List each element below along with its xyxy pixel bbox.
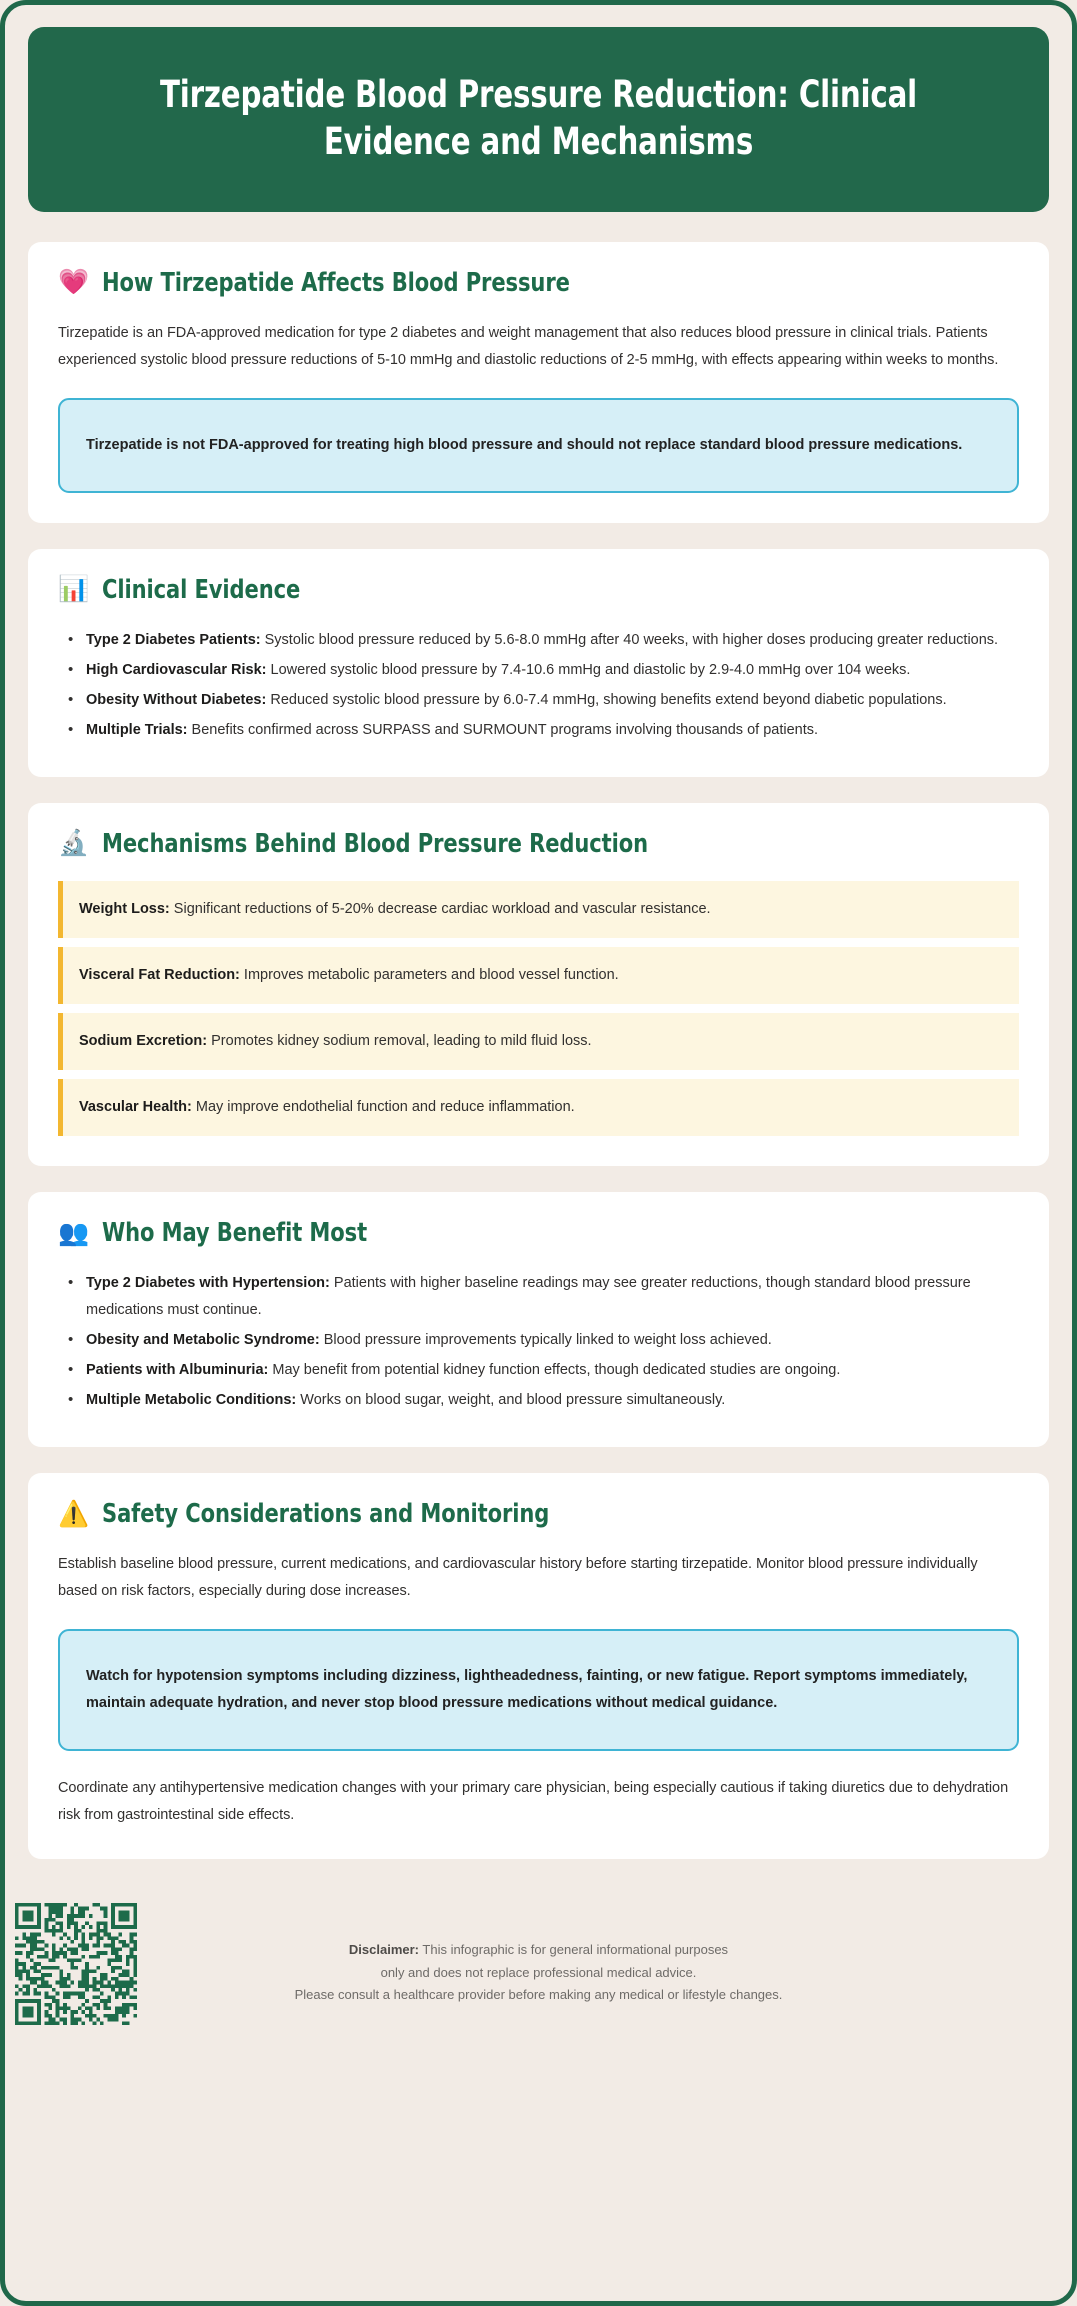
mechanism-label: Visceral Fat Reduction: (79, 966, 240, 983)
list-item-text: Benefits confirmed across SURPASS and SURMOUNT programs involving thousands of patients. (191, 721, 819, 738)
benefit-list (58, 1270, 1019, 1414)
section-header (58, 1218, 1019, 1248)
mechanism-label: Vascular Health: (79, 1099, 192, 1116)
callout-box-warning (58, 398, 1019, 493)
section-header (58, 829, 1019, 859)
mechanism-text: May improve endothelial function and reduce inflammation. (195, 1099, 575, 1116)
list-item-label: Obesity and Metabolic Syndrome: (86, 1332, 320, 1349)
section-title: Who May Benefit Most (102, 1218, 368, 1249)
callout-box-hypotension (58, 1629, 1019, 1751)
section-header (58, 268, 1019, 298)
microscope-icon: 🔬 (58, 829, 90, 857)
warning-triangle-icon: ⚠️ (58, 1499, 90, 1528)
mechanism-text: Promotes kidney sodium removal, leading to mild fluid loss. (211, 1032, 592, 1049)
list-item-label: Obesity Without Diabetes: (86, 691, 267, 708)
list-item (58, 657, 1019, 684)
section-title: How Tirzepatide Affects Blood Pressure (102, 267, 570, 298)
callout-text: Watch for hypotension symptoms including dizziness, lightheadedness, fainting, or new fatigue. Report symptoms immediately, maintain adequate hydration, and never stop blood pressure medications without medical guidance. (86, 1668, 968, 1711)
list-item-text: Patients with higher baseline readings may see greater reductions, though standard blood pressure medications must continue. (86, 1275, 971, 1319)
disclaimer-line-1: This infographic is for general informational purposes (419, 1941, 729, 1957)
mechanism-row (58, 947, 1019, 1004)
section-card-safety (28, 1473, 1049, 1859)
section-title: Mechanisms Behind Blood Pressure Reduction (102, 828, 649, 859)
heart-icon: 💗 (58, 268, 90, 297)
mechanism-label: Sodium Excretion: (79, 1032, 208, 1049)
section-card-clinical-evidence (28, 549, 1049, 777)
section-paragraph: Establish baseline blood pressure, current medications, and cardiovascular history before starting tirzepatide. Monitor blood pressure individually based on risk factors, especially during dose increases. (58, 1556, 978, 1600)
qr-code[interactable] (15, 1903, 137, 2025)
disclaimer-line-2: only and does not replace professional medical advice. (380, 1964, 697, 1980)
list-item (58, 1270, 1019, 1324)
section-title: Clinical Evidence (102, 574, 301, 605)
page-inner (5, 5, 1072, 1859)
section-paragraph-secondary: Coordinate any antihypertensive medication changes with your primary care physician, being especially cautious if taking diuretics due to dehydration risk from gastrointestinal side effects. (58, 1779, 1009, 1823)
bar-chart-icon: 📊 (58, 575, 90, 604)
disclaimer-text (28, 1907, 1049, 2007)
section-paragraph: Tirzepatide is an FDA-approved medication for type 2 diabetes and weight management that also reduces blood pressure in clinical trials. Patients experienced systolic blood pressure reductions of 5-10 mmHg and diastolic reductions of 2-5 mmHg, with effects appearing within weeks to months. (58, 324, 999, 368)
section-card-how-it-affects (28, 242, 1049, 523)
mechanism-text: Improves metabolic parameters and blood vessel function. (243, 966, 619, 983)
mechanism-row (58, 1013, 1019, 1070)
mechanism-label: Weight Loss: (79, 900, 170, 917)
section-card-mechanisms (28, 803, 1049, 1167)
list-item-text: Blood pressure improvements typically linked to weight loss achieved. (323, 1332, 772, 1349)
callout-text: Tirzepatide is not FDA-approved for treating high blood pressure and should not replace standard blood pressure medications. (86, 436, 963, 453)
section-header (58, 575, 1019, 605)
list-item-text: Reduced systolic blood pressure by 6.0-7.4 mmHg, showing benefits extend beyond diabetic populations. (270, 691, 947, 708)
section-card-who-benefits (28, 1192, 1049, 1447)
list-item (58, 687, 1019, 714)
list-item-label: Type 2 Diabetes with Hypertension: (86, 1275, 330, 1292)
header-banner (28, 27, 1049, 212)
list-item (58, 717, 1019, 744)
list-item-label: Multiple Trials: (86, 721, 188, 738)
list-item-label: High Cardiovascular Risk: (86, 661, 267, 678)
evidence-list (58, 627, 1019, 744)
mechanism-row (58, 1079, 1019, 1136)
list-item (58, 1387, 1019, 1414)
footer (5, 1885, 1072, 2035)
mechanism-row (58, 881, 1019, 938)
page-title: Tirzepatide Blood Pressure Reduction: Clinical Evidence and Mechanisms (159, 73, 918, 164)
list-item-label: Patients with Albuminuria: (86, 1362, 269, 1379)
list-item-text: May benefit from potential kidney function effects, though dedicated studies are ongoing. (272, 1362, 841, 1379)
section-title: Safety Considerations and Monitoring (102, 1499, 550, 1530)
section-header (58, 1499, 1019, 1529)
list-item (58, 627, 1019, 654)
list-item-text: Lowered systolic blood pressure by 7.4-10.6 mmHg and diastolic by 2.9-4.0 mmHg over 104 weeks. (270, 661, 911, 678)
people-icon: 👥 (58, 1218, 90, 1247)
list-item (58, 1327, 1019, 1354)
list-item-text: Systolic blood pressure reduced by 5.6-8.0 mmHg after 40 weeks, with higher doses producing greater reductions. (264, 631, 999, 648)
list-item-text: Works on blood sugar, weight, and blood pressure simultaneously. (300, 1392, 726, 1409)
list-item-label: Type 2 Diabetes Patients: (86, 631, 261, 648)
disclaimer-line-3: Please consult a healthcare provider before making any medical or lifestyle changes. (294, 1987, 783, 2003)
list-item-label: Multiple Metabolic Conditions: (86, 1392, 297, 1409)
mechanism-text: Significant reductions of 5-20% decrease cardiac workload and vascular resistance. (173, 900, 711, 917)
disclaimer-label: Disclaimer: (348, 1941, 420, 1957)
list-item (58, 1357, 1019, 1384)
